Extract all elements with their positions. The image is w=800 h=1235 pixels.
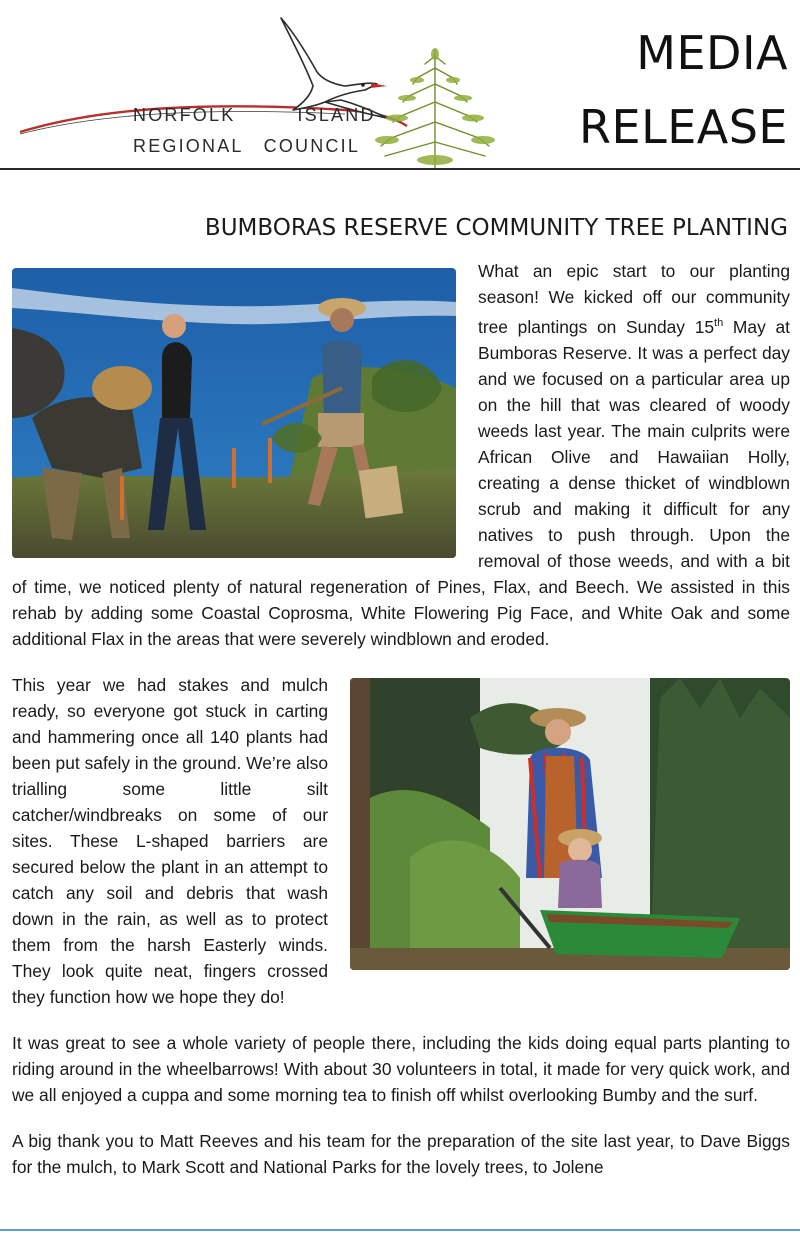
- photo-volunteers-planting-coast: [12, 268, 456, 558]
- article-title: BUMBORAS RESERVE COMMUNITY TREE PLANTING: [204, 215, 788, 241]
- council-logo: [15, 10, 505, 170]
- media-heading: MEDIA: [636, 26, 788, 80]
- logo-text-line2: REGIONAL COUNCIL: [133, 136, 361, 156]
- paragraph-1: What an epic start to our planting season! We kicked off our community tree plantings on Sunday 15th May at Bumboras Reserve. It was a perfect day and we focused on a particular area up on the hill that was cleared of woody weeds last year. The main culprits were African Olive and Hawaiian Holly, creating a dense thicket of windblown scrub and making it difficult for any natives to push through. Upon the removal of those weeds, and with a bit of time, we noticed plenty of natural regeneration of Pines, Flax, and Beech. We assisted in this rehab by adding some Coastal Coprosma, White Flowering Pig Face, and White Oak and some additional Flax in the areas that were severely windblown and eroded.: [12, 261, 790, 649]
- article-body: [12, 258, 790, 1200]
- bottom-border: [0, 1229, 800, 1231]
- paragraph-3: It was great to see a whole variety of people there, including the kids doing equal parts planting to riding around in the wheelbarrows! With about 30 volunteers in total, it made for very quick work, and we all enjoyed a cuppa and some morning tea to finish off whilst overlooking Bumby and the surf.: [12, 1032, 790, 1105]
- release-heading: RELEASE: [579, 100, 788, 154]
- logo-text-line1: NORFOLK ISLAND: [133, 105, 376, 125]
- paragraph-4: A big thank you to Matt Reeves and his team for the preparation of the site last year, to Dave Biggs for the mulch, to Mark Scott and National Parks for the lovely trees, to Jolene: [12, 1130, 790, 1177]
- paragraph-2: This year we had stakes and mulch ready, so everyone got stuck in carting and hammering once all 140 plants had been put safely in the ground. We’re also trialling some little silt catcher/windbreaks on some of our sites. These L-shaped barriers are secured below the plant in an attempt to catch any soil and debris that wash down in the rain, as well as to protect them from the harsh Easterly winds. They look quite neat, fingers crossed they function how we hope they do!: [12, 674, 328, 1007]
- header-divider: [0, 168, 800, 170]
- photo-woman-child-wheelbarrow: [350, 678, 790, 970]
- header: [0, 0, 800, 170]
